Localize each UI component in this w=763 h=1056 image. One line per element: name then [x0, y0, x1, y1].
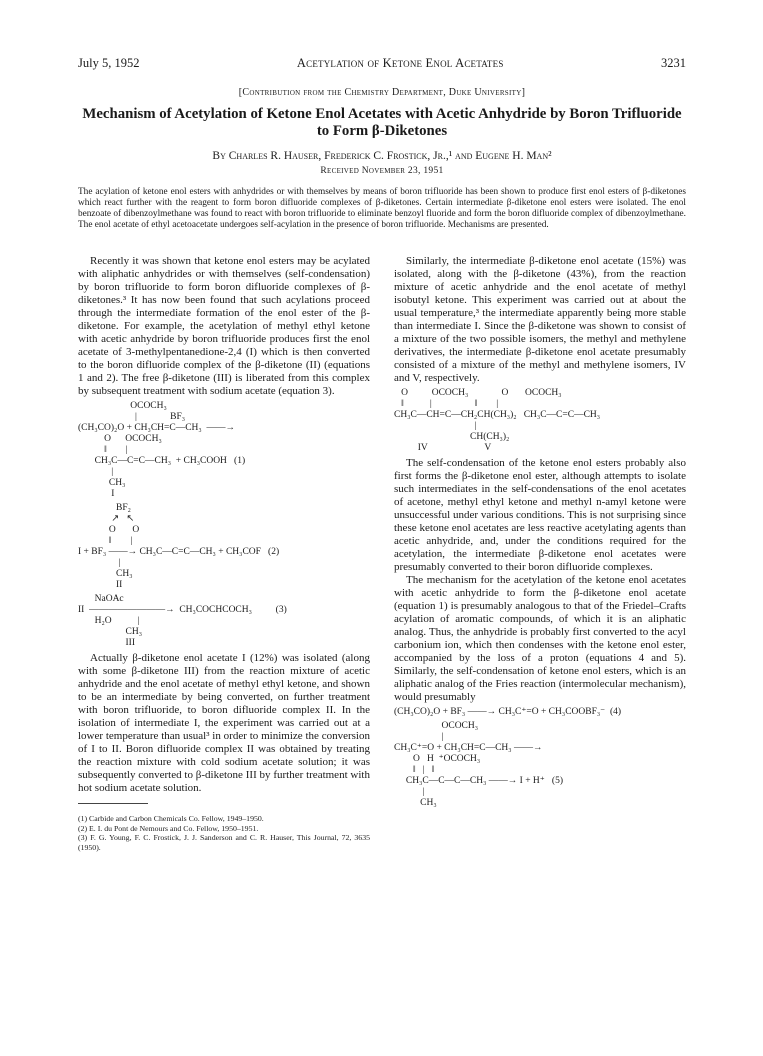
header-running-title: Acetylation of Ketone Enol Acetates — [296, 56, 504, 70]
footnote-rule — [78, 803, 148, 804]
journal-page — [78, 56, 686, 852]
received-date: Received November 23, 1951 — [320, 166, 444, 176]
running-header — [78, 56, 686, 71]
header-date: July 5, 1952 — [78, 56, 140, 70]
equation-5: OCOCH₃ | CH₃C⁺=O + CH₃CH=C—CH₃ ——→ O H ⁺OCOCH₃ ‖ | ‖ CH₃C—C—C—CH₃ ——→ I + H⁺ (5) | CH₃ — [394, 721, 564, 808]
equation-1: OCOCH₃ | BF₃ (CH₃CO)₂O + CH₃CH=C—CH₃ ——→ O OCOCH₃ ‖ | CH₃C—C=C—CH₃ + CH₃COOH (1) | CH₃ I — [78, 401, 246, 499]
abstract: The acylation of ketone enol esters with anhydrides or with themselves by means of boron trifluoride has been shown to produce first enol esters of β-diketones which react further with the reagent to form boron difluoride complexes of β-diketones. Certain intermediate β-diketone enol esters were isolated. The enol benzoate of dibenzoylmethane was found to react with boron trifluoride to eliminate benzoyl fluoride and form the boron difluoride complex of dibenzoylmethane. The enol acetate of ethyl acetoacetate undergoes self-acylation in the presence of boron trifluoride. Mechanisms are presented. — [78, 187, 686, 230]
structures-iv-v: O OCOCH₃ O OCOCH₃ ‖ | ‖ | CH₃C—CH=C—CH₂CH(CH₃)₂ CH₃C—C=C—CH₃ | CH(CH₃)₂ IV V — [394, 388, 601, 453]
header-page-number: 3231 — [660, 56, 686, 70]
byline: By Charles R. Hauser, Frederick C. Frostick, Jr.,¹ and Eugene H. Man² — [212, 150, 552, 162]
paragraph: Similarly, the intermediate β-diketone enol acetate (15%) was isolated, along with the β-diketone (43%), from the reaction mixture of acetic anhydride and the enol acetate of methyl isobutyl ketone. This experiment was carried out at about the usual temperature,³ the intermediate apparently being more stable than intermediate I. Since the β-diketone was shown to consist of a mixture of the two possible isomers, the methyl and methylene derivatives, the intermediate β-diketone enol acetate presumably consisted of a mixture of the methyl and methylene isomers, IV and V, respectively. — [394, 255, 686, 384]
footnote: (1) Carbide and Carbon Chemicals Co. Fellow, 1949–1950. — [78, 814, 264, 823]
equation-3: NaOAc II ————————→ CH₃COCHCOCH₃ (3) H₂O | CH₃ III — [78, 594, 287, 648]
equation-2: BF₂ ↗ ↖ O O ‖ | I + BF₃ ——→ CH₃C—C=C—CH₃ + CH₃COF (2) | CH₃ II — [78, 503, 280, 590]
article-title: Mechanism of Acetylation of Ketone Enol Acetates with Acetic Anhydride by Boron Trifluoride to Form β-Diketones — [82, 106, 682, 139]
right-column — [394, 255, 686, 852]
footnote: (2) E. I. du Pont de Nemours and Co. Fellow, 1950–1951. — [78, 823, 259, 833]
contribution-line: [Contribution from the Chemistry Department, Duke University] — [238, 87, 526, 98]
body-columns — [78, 255, 686, 852]
equation-4: (CH₃CO)₂O + BF₃ ——→ CH₃C⁺=O + CH₃COOBF₃⁻ (4) — [394, 707, 622, 717]
footnotes — [78, 814, 370, 852]
left-column — [78, 255, 370, 852]
paragraph: The mechanism for the acetylation of the ketone enol acetates with acetic anhydride to form the β-diketone enol acetate (equation 1) is presumably analogous to that of the Friedel–Crafts acylation of aromatic compounds, of which it is an aliphatic analog. Thus, the anhydride is probably first converted to the acyl carbonium ion, which then condenses with the ketone enol ester, accompanied by the loss of a proton (equations 4 and 5). Similarly, the self-condensation of ketone enol esters, which is an aliphatic analog of the Fries reaction (intermolecular mechanism), would presumably — [394, 574, 686, 703]
paragraph: The self-condensation of the ketone enol esters probably also first forms the β-diketone enol ester, although attempts to isolate such intermediates in the self-condensations of the enol acetates of acetone, methyl ethyl ketone and methyl n-amyl ketone were unsuccessful under various conditions. This is not surprising since these ketone enol acetates are less reactive acetylating agents than acetic anhydride, and, under the conditions required for the acetylation, the intermediate β-diketone enol acetates were presumably converted to their boron difluoride complexes. — [394, 457, 686, 573]
paragraph: Actually β-diketone enol acetate I (12%) was isolated (along with some β-diketone III) from the reaction mixture of acetic anhydride and the enol acetate of methyl ethyl ketone, and shown to be an intermediate by being converted, on further treatment with boron trifluoride, to boron difluoride complex II. In the isolation of intermediate I, the experiment was carried out at a lower temperature than usual³ in order to minimize the conversion of I to II. Boron difluoride complex II was obtained by treating the reaction mixture with cold sodium acetate solution; it was subsequently converted to β-diketone III by further treatment with hot sodium acetate solution. — [78, 652, 370, 794]
footnote: (3) F. G. Young, F. C. Frostick, J. J. Sanderson and C. R. Hauser, This Journal, 72, 3635 (1950). — [78, 833, 370, 852]
paragraph: Recently it was shown that ketone enol esters may be acylated with aliphatic anhydrides or with themselves (self-condensation) by boron trifluoride to form boron difluoride complexes of β-diketones.³ It has now been found that such acylations proceed through the intermediate formation of the enol ester of the β-diketone. For example, the acetylation of methyl ethyl ketone with acetic anhydride by boron trifluoride produces first the enol acetate of 3-methylpentanedione-2,4 (I) which is then converted to the boron difluoride complex of the β-diketone (II) (equations 1 and 2). The free β-diketone (III) is liberated from this complex by subsequent treatment with sodium acetate (equation 3). — [78, 255, 370, 397]
